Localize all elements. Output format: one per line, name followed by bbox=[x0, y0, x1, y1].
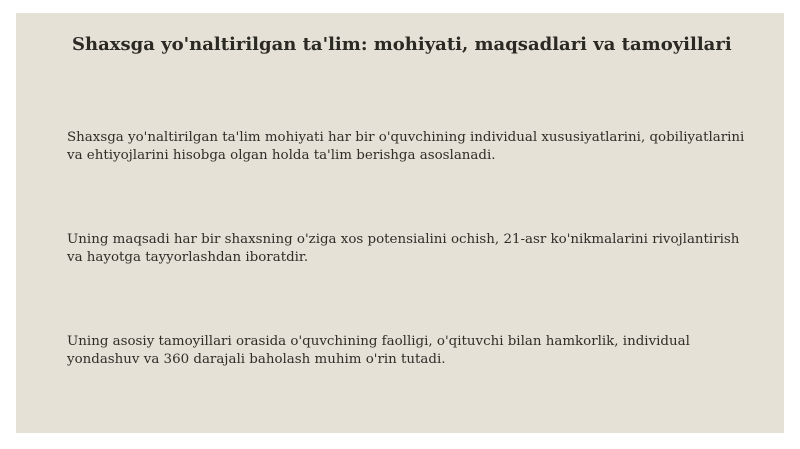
paragraph-principles: Uning asosiy tamoyillari orasida o'quvchining faolligi, o'qituvchi bilan hamkorlik, individual yondashuv va 360 darajali baholash muhim o'rin tutadi. bbox=[67, 334, 690, 367]
slide-title: Shaxsga yo'naltirilgan ta'lim: mohiyati, maqsadlari va tamoyillari bbox=[72, 34, 732, 55]
slide bbox=[16, 13, 784, 433]
paragraph-goal: Uning maqsadi har bir shaxsning o'ziga xos potensialini ochish, 21-asr ko'nikmalarini rivojlantirish va hayotga tayyorlashdan iboratdir. bbox=[67, 232, 740, 265]
paragraph-essence: Shaxsga yo'naltirilgan ta'lim mohiyati har bir o'quvchining individual xususiyatlarini, qobiliyatlarini va ehtiyojlarini hisobga olgan holda ta'lim berishga asoslanadi. bbox=[67, 130, 745, 163]
